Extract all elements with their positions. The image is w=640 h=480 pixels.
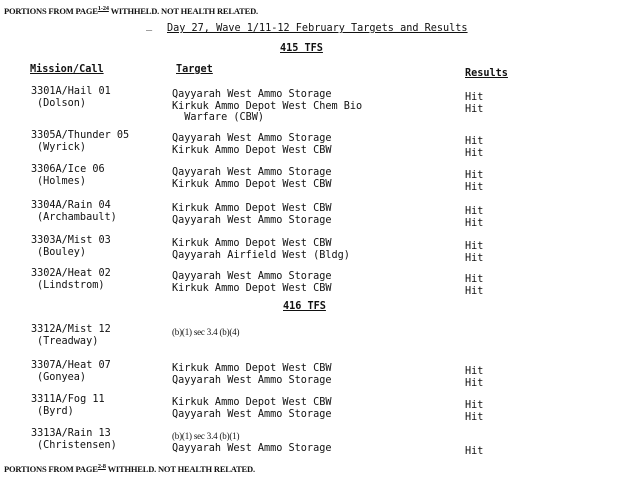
mission-call: 3304A/Rain 04 (31, 200, 111, 211)
section-header: 415 TFS (280, 43, 323, 54)
mission-call: 3306A/Ice 06 (31, 164, 105, 175)
result: Hit (465, 285, 484, 297)
target: Qayyarah West Ammo Storage (172, 408, 332, 420)
pilot-name: (Bouley) (37, 246, 87, 258)
target: Qayyarah West Ammo Storage (172, 374, 332, 386)
mission-call: 3311A/Fog 11 (31, 394, 105, 405)
result: Hit (465, 170, 484, 181)
mission-call: 3301A/Hail 01 (31, 86, 111, 97)
mission-call: 3305A/Thunder 05 (31, 130, 130, 141)
result: Hit (465, 366, 484, 377)
result: Hit (465, 252, 484, 264)
pilot-name: (Gonyea) (37, 371, 87, 383)
result: Hit (465, 136, 484, 147)
pilot-name: (Lindstrom) (37, 279, 105, 291)
note-suffix: WITHHELD. NOT HEALTH RELATED. (110, 5, 258, 16)
target: Kirkuk Ammo Depot West CBW (172, 178, 332, 190)
target: Qayyarah West Ammo Storage (172, 89, 332, 100)
column-header-target: Target (176, 64, 213, 75)
note-prefix: PORTIONS FROM PAGE (4, 5, 98, 16)
column-header-mission: Mission/Call (30, 64, 104, 75)
mission-call: 3313A/Rain 13 (31, 428, 111, 439)
result: Hit (465, 103, 484, 115)
note-page: 2-8 (97, 463, 106, 470)
result: Hit (465, 377, 484, 389)
target: Kirkuk Ammo Depot West CBW (172, 397, 332, 408)
target: Kirkuk Ammo Depot West CBW (172, 363, 332, 374)
result: Hit (465, 400, 484, 411)
section-header: 416 TFS (283, 301, 326, 312)
target: Qayyarah West Ammo Storage (172, 133, 332, 144)
target: Kirkuk Ammo Depot West CBW (172, 144, 332, 156)
result: Hit (465, 206, 484, 217)
pilot-name: (Byrd) (37, 405, 74, 417)
mission-call: 3303A/Mist 03 (31, 235, 111, 246)
note-prefix: PORTIONS FROM PAGE (4, 463, 98, 474)
target: Kirkuk Ammo Depot West CBW (172, 203, 332, 214)
result: Hit (465, 241, 484, 252)
pilot-name: (Holmes) (37, 175, 87, 187)
footer-withheld-note (4, 461, 255, 475)
target: Qayyarah West Ammo Storage (172, 167, 332, 178)
result: Hit (465, 217, 484, 229)
target: Kirkuk Ammo Depot West CBW (172, 282, 332, 294)
result: Hit (465, 411, 484, 423)
target: Kirkuk Ammo Depot West CBW (172, 238, 332, 249)
mission-call: 3307A/Heat 07 (31, 360, 111, 371)
target: Qayyarah Airfield West (Bldg) (172, 249, 350, 261)
target: Qayyarah West Ammo Storage (172, 271, 332, 282)
target: Qayyarah West Ammo Storage (172, 442, 332, 454)
page-title: Day 27, Wave 1/11-12 February Targets and Results (167, 23, 468, 34)
mission-call: 3312A/Mist 12 (31, 324, 111, 335)
title-dash: _ (146, 20, 153, 31)
pilot-name: (Christensen) (37, 439, 117, 451)
redaction-code: (b)(1) sec 3.4 (b)(1) (172, 431, 240, 441)
result: Hit (465, 147, 484, 159)
target: Kirkuk Ammo Depot West Chem Bio (172, 100, 363, 112)
result: Hit (465, 274, 484, 285)
redaction-code: (b)(1) sec 3.4 (b)(4) (172, 327, 240, 337)
target: Warfare (CBW) (172, 112, 265, 123)
pilot-name: (Treadway) (37, 335, 99, 347)
column-header-results: Results (465, 68, 508, 79)
result: Hit (465, 92, 484, 103)
pilot-name: (Wyrick) (37, 141, 87, 153)
result: Hit (465, 445, 484, 457)
pilot-name: (Archambault) (37, 211, 117, 223)
note-suffix: WITHHELD. NOT HEALTH RELATED. (107, 463, 255, 474)
result: Hit (465, 181, 484, 193)
mission-call: 3302A/Heat 02 (31, 268, 111, 279)
pilot-name: (Dolson) (37, 97, 87, 109)
header-withheld-note (4, 3, 258, 17)
target: Qayyarah West Ammo Storage (172, 214, 332, 226)
note-page: 1-24 (97, 5, 109, 12)
